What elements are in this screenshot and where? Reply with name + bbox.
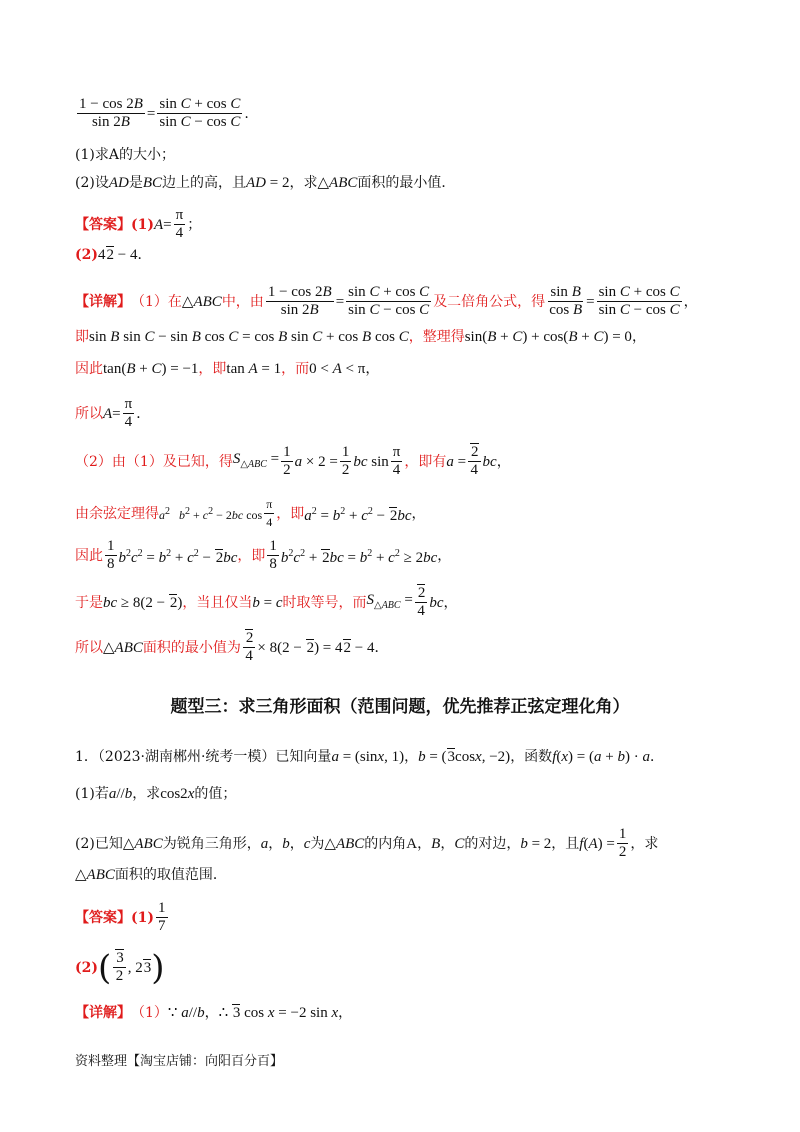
detail-2-1: 【详解】 （1） ∵ a//b ， ∴ 3 cos x = −2 sin x ， (75, 1005, 353, 1021)
problem-1: 1．（2023·湖南郴州·统考一模）已知向量 a = (sinx, 1) ， b = (3cosx, −2) ，函数 f(x) = (a + b) · a ． (75, 749, 664, 765)
question-1 (75, 146, 175, 164)
q2-c: 为 (310, 835, 325, 852)
q2-text-b: 是 (128, 175, 143, 191)
detail-2-1-a: （1） (131, 1005, 168, 1021)
fraction-rhs: $\frac{\text{sin C + cos C}}{\text{sin C − cos C}}$ (159, 96, 241, 130)
d6-b: ，即 (276, 505, 305, 522)
q2-f: ，且 (551, 835, 580, 852)
problem-q1: (1)若 a//b ，求 cos2x 的值； (75, 786, 237, 802)
q2-e: 的对边， (464, 835, 521, 852)
detail-7: 因此 $\frac{1}{8}$ $b^2c^2 = b^2 + c^2 - 2bc$ ，即 $\frac{1}{8}$ $b^2c^2 + 2bc = b^2 + c^2 \ge 2bc$ ， (75, 538, 452, 572)
d1-a: （1）在 (131, 293, 182, 310)
q1-a: (1)若 (75, 786, 109, 802)
q2-d: 的内角 (364, 835, 407, 852)
q1-b: ，求 (132, 786, 161, 802)
detail-3: 因此 tan(B + C) = −1 ，即 tan A = 1 ，而 0 < A < π ， (75, 361, 380, 377)
q2-a: (2)已知 (75, 835, 123, 852)
detail-8: 于是 bc ≥ 8(2 − 2) ，当且仅当 b = c 时取等号，而 $S_{\triangle ABC}$ = $\frac{2}{4}$ bc ， (75, 585, 458, 619)
detail-4: 所以 A = $\frac{\pi}{4}$ ． (75, 396, 151, 430)
d5-a: （2）由（1）及已知，得 (75, 453, 233, 470)
detail-9: 所以 △ABC 面积的最小值为 $\frac{2}{4}$ × 8(2 − 2) = 42 − 4 ． (75, 630, 389, 664)
answer-2: (2) 42 − 4 ． (75, 247, 152, 263)
d7-a: 因此 (75, 547, 103, 564)
given-equation: $\frac{1 - \cos 2B}{\sin 2B}$ = $\frac{\text{sin C + cos C}}{\text{sin C − cos C}}$ . (79, 96, 249, 130)
answer-2-1: 【答案】 (1) $\frac{1}{7}$ (75, 900, 166, 934)
d3-c: ，而 (281, 361, 310, 377)
q1-c: 的值； (194, 786, 237, 802)
q2-b: 为锐角三角形， (162, 835, 261, 852)
d2-b: ，整理得 (408, 329, 465, 345)
d7-b: ，即 (237, 547, 266, 564)
ans2-prefix: (2) (75, 247, 98, 263)
d4-a: 所以 (75, 405, 103, 422)
detail-6: 由余弦定理得 $a^2$ $b^2 + c^2 - 2bc$ cos $\frac{\pi}{4}$ ，即 $a^2 = b^2 + c^2 - 2bc$ ， (75, 497, 426, 529)
q2-text-d: ，求 (289, 175, 318, 191)
p1-b: ， (404, 749, 419, 765)
d8-a: 于是 (75, 594, 103, 611)
d1-b: 中，由 (221, 293, 264, 310)
q2-text-c: 边上的高，且 (162, 175, 247, 191)
d1-c: 及二倍角公式，得 (433, 293, 546, 310)
punct: . (244, 105, 249, 122)
d8-c: 时取等号，而 (282, 594, 367, 611)
section-title: 题型三：求三角形面积（范围问题，优先推荐正弦定理化角） (170, 697, 630, 717)
d9-b: 面积的最小值为 (142, 639, 241, 656)
problem-q2: (2)已知 △ABC 为锐角三角形， a ， b ， c 为 △ABC 的内角 A ， B ， C 的对边， b = 2 ，且 f(A) = $\frac{1}{2}$ ，求 (75, 826, 659, 860)
d8-b: ，当且仅当 (182, 594, 253, 611)
answer-2-2: (2) ( $\frac{3}{2}$ , 23 ) (75, 947, 165, 988)
ans1-prefix-2: (1) (131, 909, 154, 926)
d3-b: ，即 (198, 361, 227, 377)
p1-a: 1．（2023·湖南郴州·统考一模）已知向量 (75, 749, 332, 765)
detail-1: 【详解】 （1）在 △ABC 中，由 $\frac{1 - \cos 2B}{\sin 2B}$ = $\frac{\text{sin C + cos C}}{\text{sin C − cos C}}$ 及二倍角公式，得 $\frac{\text{sin B}}{\text{cos B}}$ = $\frac{\text{sin C + cos C}}{\text{sin C − cos C}}$ ， (75, 284, 698, 318)
d6-a: 由余弦定理得 (75, 505, 159, 522)
detail-2: 即 sin B sin C − sin B cos C = cos B sin C + cos B cos C ，整理得 sin(B + C) + cos(B + C) = 0 ， (75, 329, 646, 345)
q2-h: 面积的取值范围． (114, 867, 227, 883)
answer-1: 【答案】 (1) A = $\frac{\pi}{4}$ ； (75, 207, 202, 241)
d9-a: 所以 (75, 639, 103, 656)
fraction-lhs: $\frac{1 - \cos 2B}{\sin 2B}$ (79, 96, 143, 130)
answer-label: 【答案】 (75, 216, 131, 233)
detail-5: （2）由（1）及已知，得 $S_{\triangle ABC}$ = $\frac{1}{2}$ a × 2 = $\frac{1}{2}$ bc sin $\frac{\pi}{4}$ ，即有 a = $\frac{2}{4}$ bc ， (75, 444, 511, 478)
answer-label-2: 【答案】 (75, 909, 131, 926)
problem-q2-cont: △ABC 面积的取值范围． (75, 867, 227, 883)
ans1-prefix: (1) (131, 216, 154, 233)
p1-c: ，函数 (510, 749, 553, 765)
d5-b: ，即有 (404, 453, 447, 470)
q2-g: ，求 (630, 835, 659, 852)
question-2: (2)设 AD 是 BC 边上的高，且 AD = 2 ，求 △ABC 面积的最小值． (75, 175, 456, 191)
detail-label: 【详解】 (75, 293, 131, 310)
q1-text: (1)求A的大小； (75, 147, 175, 163)
detail-label-2: 【详解】 (75, 1005, 131, 1021)
ans2-prefix-2: (2) (75, 959, 98, 976)
d3-a: 因此 (75, 361, 103, 377)
footer-text: 资料整理【淘宝店铺：向阳百分百】 (75, 1054, 284, 1069)
q2-text-e: 面积的最小值． (357, 175, 456, 191)
q2-text-a: (2)设 (75, 175, 109, 191)
d2-a: 即 (75, 329, 89, 345)
